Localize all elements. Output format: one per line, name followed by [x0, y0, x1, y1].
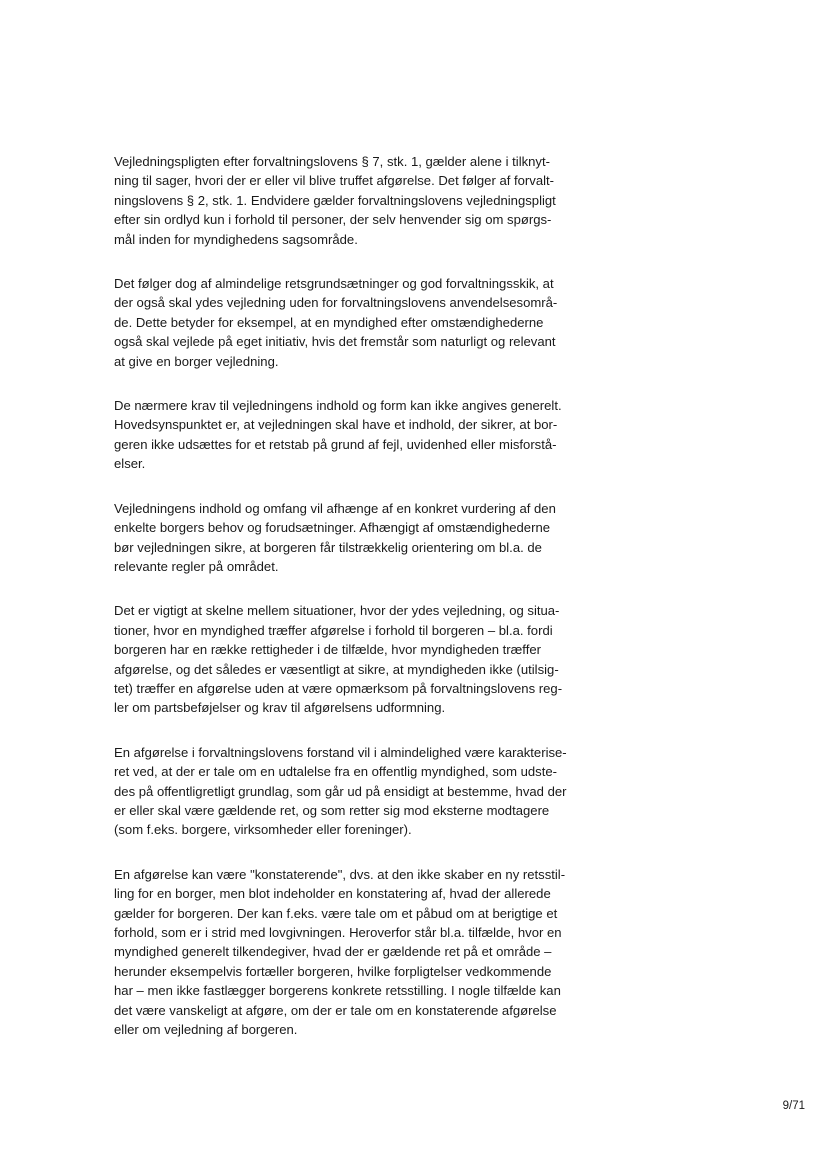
- text-line: geren ikke udsættes for et retstab på grund af fejl, uvidenhed eller misforstå-: [114, 436, 557, 452]
- text-line: relevante regler på området.: [114, 558, 279, 574]
- paragraph-2: [114, 274, 590, 371]
- text-line: ningslovens § 2, stk. 1. Endvidere gælder forvaltningslovens vejledningspligt: [114, 192, 556, 208]
- text-line: de. Dette betyder for eksempel, at en myndighed efter omstændighederne: [114, 314, 544, 330]
- text-line: der også skal ydes vejledning uden for forvaltningslovens anvendelsesområ-: [114, 295, 558, 311]
- text-line: efter sin ordlyd kun i forhold til personer, der selv henvender sig om spørgs-: [114, 212, 552, 228]
- text-line: forhold, som er i strid med lovgivningen. Heroverfor står bl.a. tilfælde, hvor en: [114, 925, 562, 940]
- text-line: mål inden for myndighedens sagsområde.: [114, 231, 358, 247]
- text-line: er eller skal være gældende ret, og som retter sig mod eksterne modtagere: [114, 802, 550, 818]
- text-line: ning til sager, hvori der er eller vil blive truffet afgørelse. Det følger af forvalt-: [114, 173, 555, 189]
- text-line: tioner, hvor en myndighed træffer afgørelse i forhold til borgeren – bl.a. fordi: [114, 622, 553, 638]
- text-line: De nærmere krav til vejledningens indhold og form kan ikke angives generelt.: [114, 398, 562, 414]
- paragraph-5: [114, 601, 590, 717]
- text-line: Det følger dog af almindelige retsgrundsætninger og god forvaltningsskik, at: [114, 276, 554, 292]
- text-line: Vejledningens indhold og omfang vil afhænge af en konkret vurdering af den: [114, 500, 556, 516]
- body-text: [114, 152, 590, 1064]
- paragraph-7: [114, 865, 590, 1040]
- text-line: des på offentligretligt grundlag, som går ud på ensidigt at bestemme, hvad der: [114, 783, 567, 799]
- paragraph-4: [114, 499, 590, 577]
- text-line: elser.: [114, 456, 146, 472]
- paragraph-3: [114, 396, 590, 474]
- text-line: En afgørelse i forvaltningslovens forstand vil i almindelighed være karakterise-: [114, 744, 567, 760]
- text-line: herunder eksempelvis fortæller borgeren, hvilke forpligtelser vedkommende: [114, 963, 552, 979]
- text-line: myndighed generelt tilkendegiver, hvad der er gældende ret på et område –: [114, 944, 552, 960]
- text-line: eller om vejledning af borgeren.: [114, 1022, 298, 1038]
- text-line: ler om partsbeføjelser og krav til afgørelsens udformning.: [114, 700, 446, 716]
- text-line: tet) træffer en afgørelse uden at være opmærksom på forvaltningslovens reg-: [114, 680, 563, 696]
- text-line: også skal vejlede på eget initiativ, hvis det fremstår som naturligt og relevant: [114, 334, 556, 350]
- text-line: enkelte borgers behov og forudsætninger. Afhængigt af omstændighederne: [114, 520, 551, 536]
- text-line: En afgørelse kan være "konstaterende", dvs. at den ikke skaber en ny retsstil-: [114, 866, 566, 882]
- text-line: ret ved, at der er tale om en udtalelse fra en offentlig myndighed, som udste-: [114, 764, 558, 780]
- text-line: Det er vigtigt at skelne mellem situationer, hvor der ydes vejledning, og situa-: [114, 603, 560, 619]
- text-line: afgørelse, og det således er væsentligt at sikre, at myndigheden ikke (utilsig-: [114, 661, 559, 677]
- text-line: gælder for borgeren. Der kan f.eks. være tale om et påbud om at berigtige et: [114, 905, 558, 921]
- page-number: 9/71: [782, 1100, 805, 1112]
- paragraph-6: [114, 743, 590, 840]
- text-line: (som f.eks. borgere, virksomheder eller foreninger).: [114, 822, 412, 838]
- paragraph-1: [114, 152, 590, 249]
- text-line: Hovedsynspunktet er, at vejledningen skal have et indhold, der sikrer, at bor-: [114, 417, 558, 433]
- text-line: bør vejledningen sikre, at borgeren får tilstrækkelig orientering om bl.a. de: [114, 539, 542, 555]
- text-line: ling for en borger, men blot indeholder en konstatering af, hvad der allerede: [114, 886, 551, 902]
- text-line: har – men ikke fastlægger borgerens konkrete retsstilling. I nogle tilfælde kan: [114, 983, 561, 999]
- text-line: det være vanskeligt at afgøre, om der er tale om en konstaterende afgørelse: [114, 1002, 557, 1018]
- text-line: Vejledningspligten efter forvaltningslovens § 7, stk. 1, gælder alene i tilknyt-: [114, 154, 550, 169]
- text-line: borgeren har en række rettigheder i de tilfælde, hvor myndigheden træffer: [114, 642, 541, 658]
- text-line: at give en borger vejledning.: [114, 353, 279, 369]
